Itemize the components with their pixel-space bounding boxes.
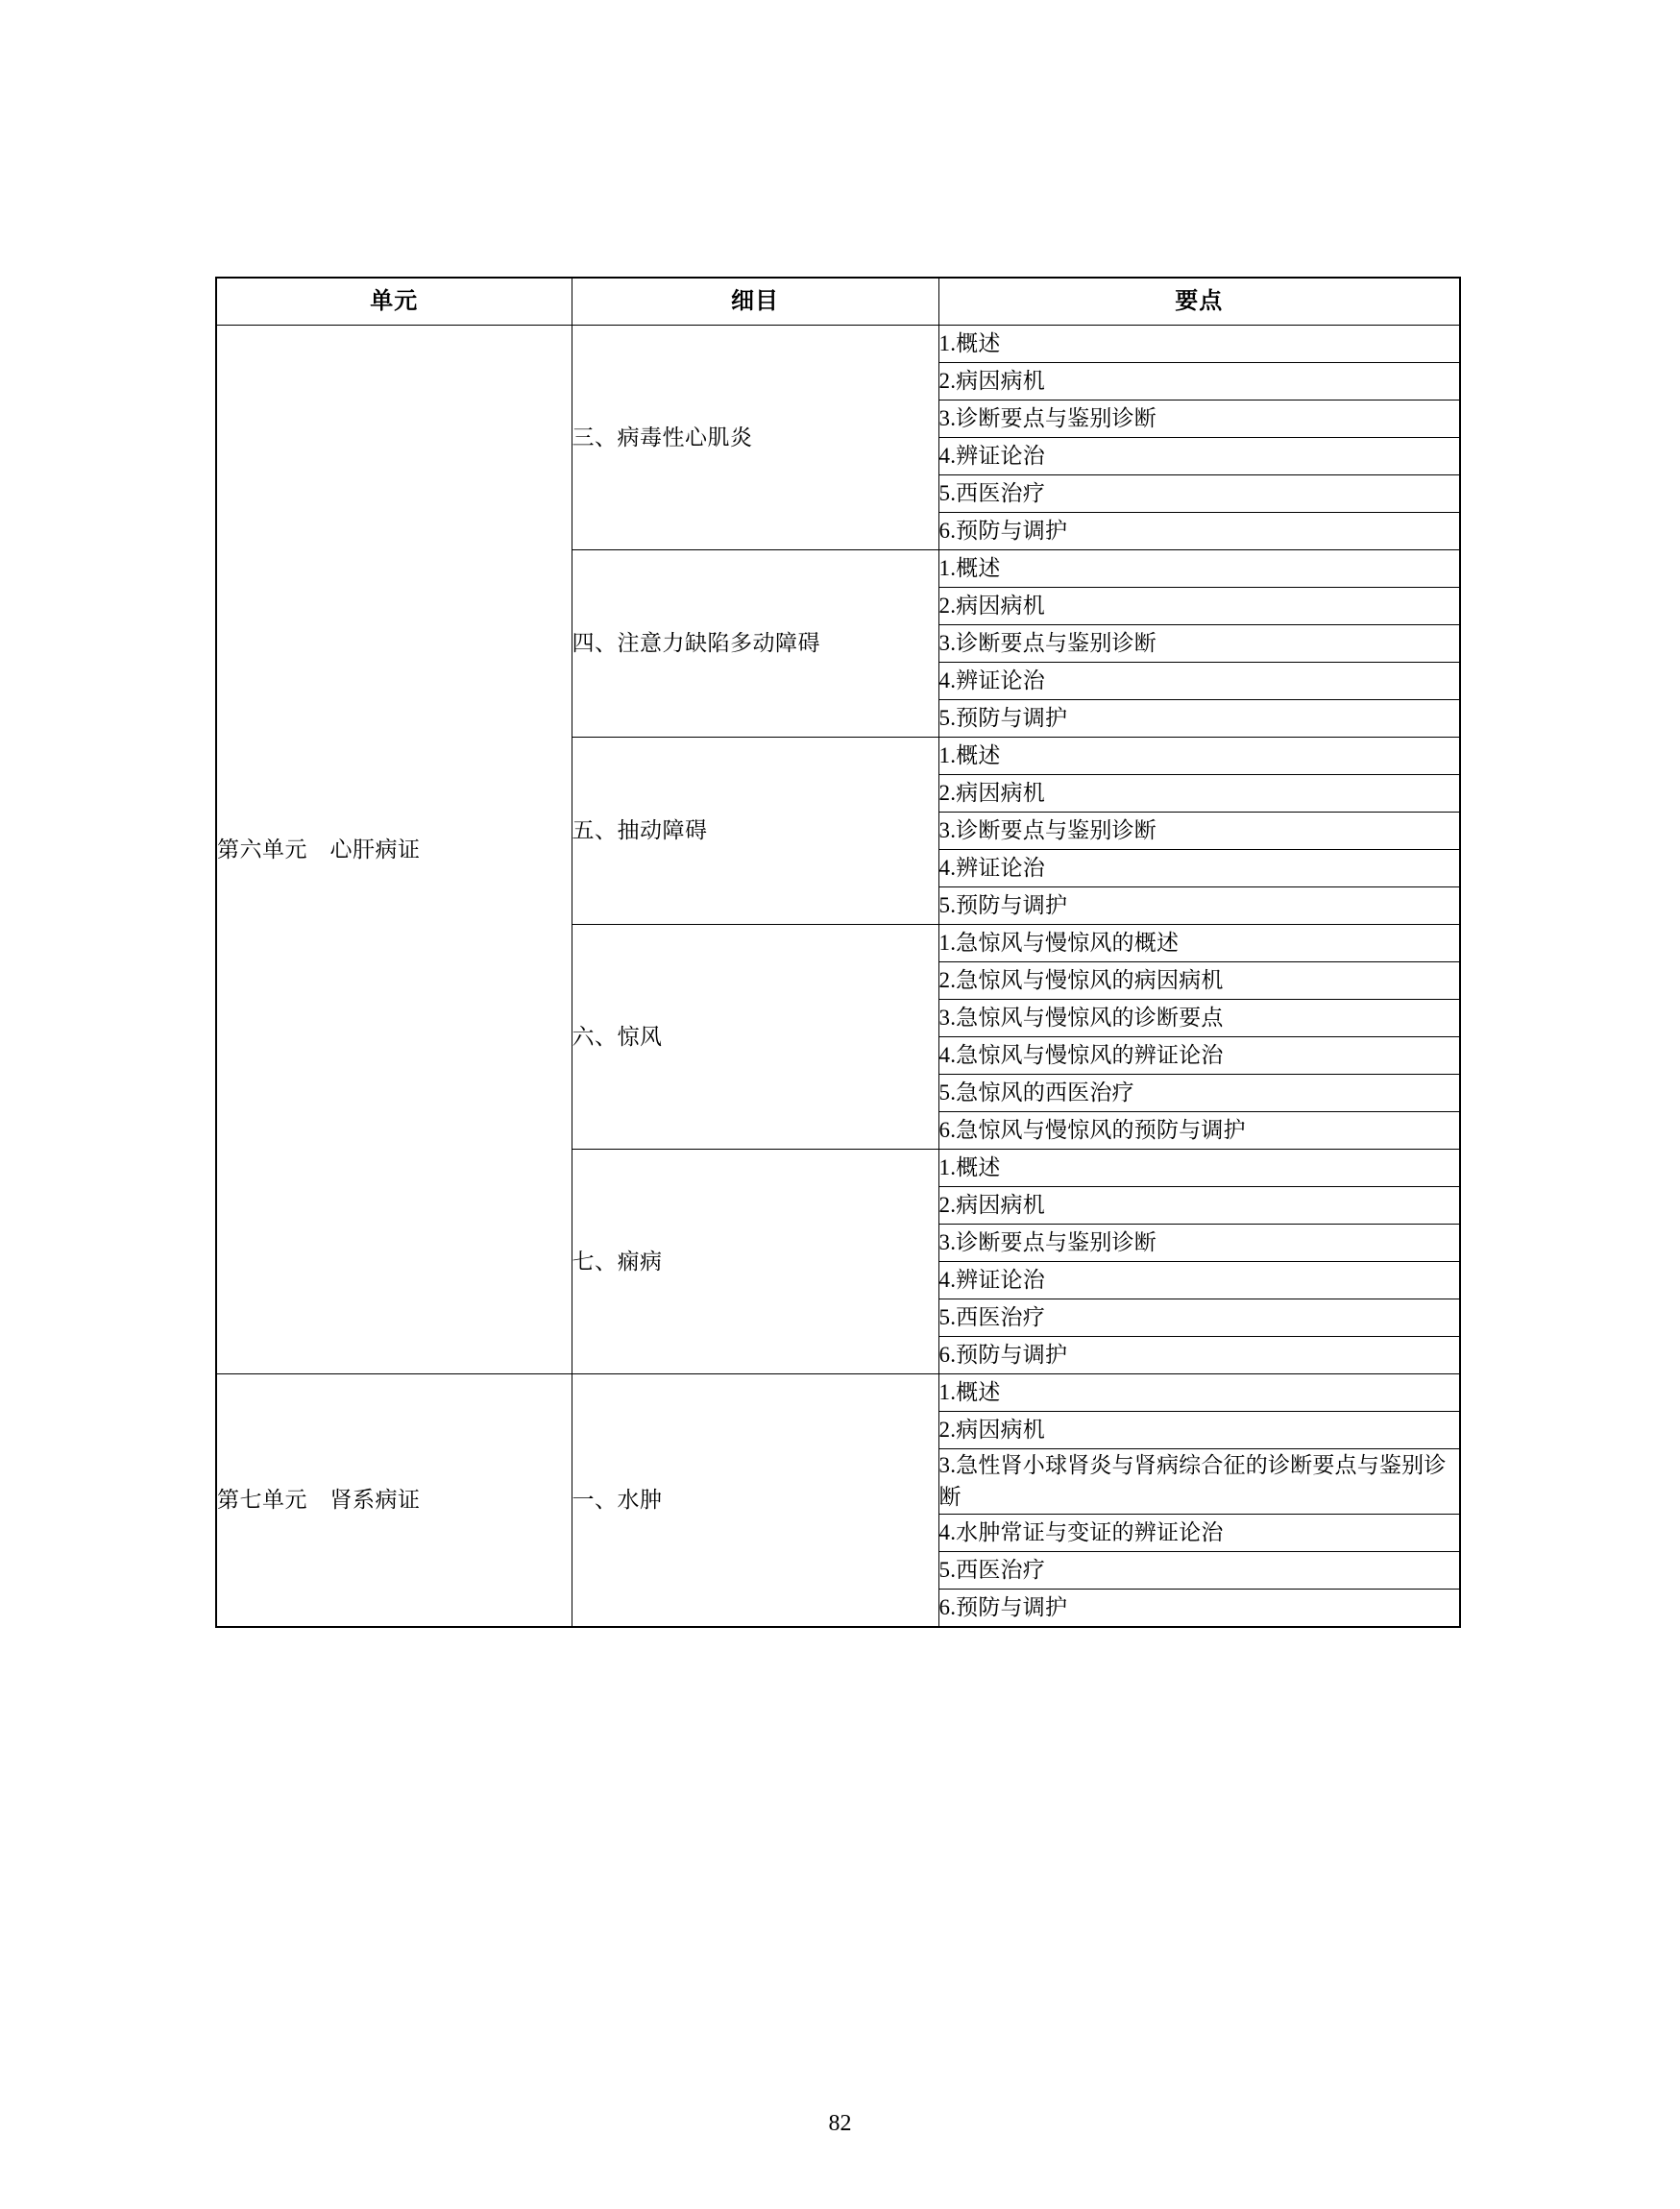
detail-cell: 一、水肿 — [572, 1374, 938, 1627]
point-cell: 4.急惊风与慢惊风的辨证论治 — [938, 1037, 1460, 1075]
table-header — [216, 278, 1460, 326]
table-row — [216, 326, 1460, 363]
point-cell: 1.概述 — [938, 1150, 1460, 1187]
point-cell: 5.预防与调护 — [938, 700, 1460, 738]
point-cell: 4.辨证论治 — [938, 663, 1460, 700]
table-row — [216, 1374, 1460, 1412]
unit-cell: 第七单元 肾系病证 — [216, 1374, 572, 1627]
point-cell: 2.病因病机 — [938, 588, 1460, 625]
point-cell: 5.急惊风的西医治疗 — [938, 1075, 1460, 1112]
point-cell: 6.预防与调护 — [938, 1337, 1460, 1374]
point-cell: 6.预防与调护 — [938, 513, 1460, 550]
detail-cell: 六、惊风 — [572, 925, 938, 1150]
detail-cell: 三、病毒性心肌炎 — [572, 326, 938, 550]
point-cell: 6.预防与调护 — [938, 1589, 1460, 1627]
point-cell: 3.诊断要点与鉴别诊断 — [938, 625, 1460, 663]
page-number: 82 — [828, 2111, 852, 2136]
point-cell: 4.辨证论治 — [938, 438, 1460, 475]
point-cell: 5.西医治疗 — [938, 1551, 1460, 1589]
column-header-detail: 细目 — [572, 278, 938, 326]
point-cell: 3.诊断要点与鉴别诊断 — [938, 1225, 1460, 1262]
point-cell: 1.概述 — [938, 738, 1460, 775]
point-cell: 2.急惊风与慢惊风的病因病机 — [938, 962, 1460, 1000]
table-header-row — [216, 278, 1460, 326]
detail-cell: 四、注意力缺陷多动障碍 — [572, 550, 938, 738]
point-cell: 3.诊断要点与鉴别诊断 — [938, 813, 1460, 850]
point-cell: 1.急惊风与慢惊风的概述 — [938, 925, 1460, 962]
point-cell: 1.概述 — [938, 1374, 1460, 1412]
point-cell: 1.概述 — [938, 326, 1460, 363]
point-cell: 2.病因病机 — [938, 1412, 1460, 1449]
point-cell: 6.急惊风与慢惊风的预防与调护 — [938, 1112, 1460, 1150]
table-body — [216, 326, 1460, 1627]
point-cell: 4.辨证论治 — [938, 850, 1460, 887]
point-cell: 4.辨证论治 — [938, 1262, 1460, 1299]
syllabus-table — [215, 277, 1461, 1628]
point-cell: 5.西医治疗 — [938, 1299, 1460, 1337]
point-cell: 5.预防与调护 — [938, 887, 1460, 925]
point-cell: 3.诊断要点与鉴别诊断 — [938, 401, 1460, 438]
point-cell: 5.西医治疗 — [938, 475, 1460, 513]
point-cell: 2.病因病机 — [938, 775, 1460, 813]
column-header-point: 要点 — [938, 278, 1460, 326]
detail-cell: 七、痫病 — [572, 1150, 938, 1374]
unit-cell: 第六单元 心肝病证 — [216, 326, 572, 1374]
column-header-unit: 单元 — [216, 278, 572, 326]
point-cell: 4.水肿常证与变证的辨证论治 — [938, 1514, 1460, 1551]
point-cell: 3.急惊风与慢惊风的诊断要点 — [938, 1000, 1460, 1037]
point-cell: 2.病因病机 — [938, 363, 1460, 401]
point-cell: 3.急性肾小球肾炎与肾病综合征的诊断要点与鉴别诊断 — [938, 1449, 1460, 1515]
point-cell: 2.病因病机 — [938, 1187, 1460, 1225]
detail-cell: 五、抽动障碍 — [572, 738, 938, 925]
syllabus-table-container — [215, 277, 1459, 1628]
point-cell: 1.概述 — [938, 550, 1460, 588]
